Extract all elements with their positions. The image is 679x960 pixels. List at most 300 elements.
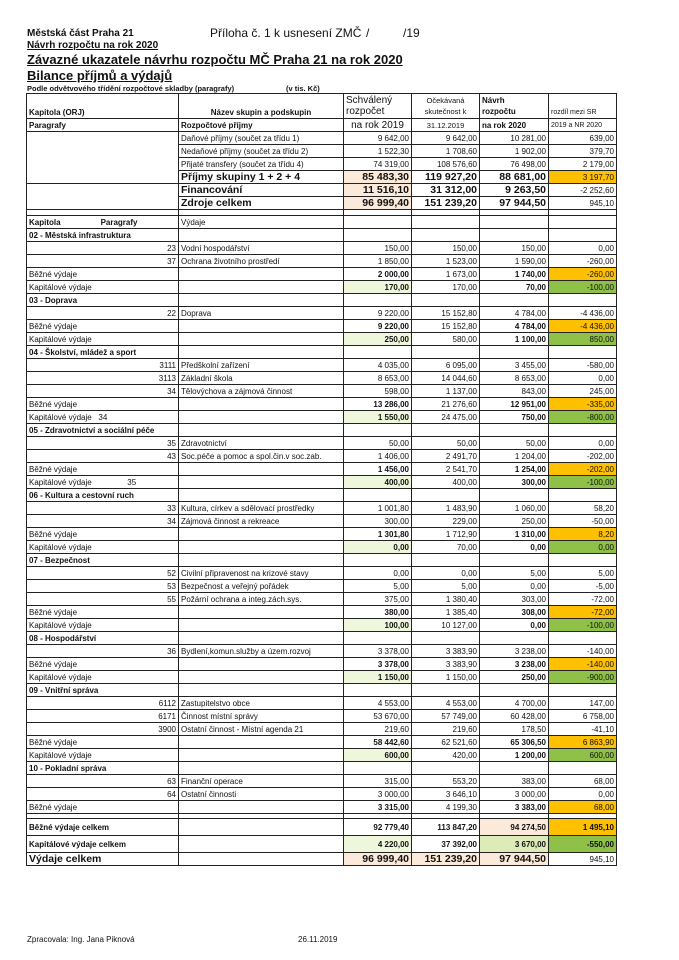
value-proposal-2020: 4 700,00 xyxy=(480,697,549,710)
value-approved-2019: 11 516,10 xyxy=(344,184,412,197)
value-expected-2019: 229,00 xyxy=(412,515,480,528)
income-total-blank-cell xyxy=(27,184,179,210)
paragraph-name: Kultura, církev a sdělovací prostředky xyxy=(179,502,344,515)
empty-cell xyxy=(179,736,344,749)
empty-cell xyxy=(480,489,549,502)
value-difference: 945,10 xyxy=(549,853,617,866)
total-row-vydaje xyxy=(27,853,617,866)
empty-cell xyxy=(549,684,617,697)
expense-header-row xyxy=(27,216,617,229)
capital-expenses-label: Kapitálové výdaje xyxy=(27,333,179,346)
unit-note: (v tis. Kč) xyxy=(286,84,320,93)
value-expected-2019: 21 276,60 xyxy=(412,398,480,411)
value-approved-2019: 300,00 xyxy=(344,515,412,528)
total-row-bezne xyxy=(27,819,617,836)
value-approved-2019: 3 378,00 xyxy=(344,658,412,671)
value-expected-2019: 50,00 xyxy=(412,437,480,450)
paragraph-name: Civilní připravenost na krizové stavy xyxy=(179,567,344,580)
empty-cell xyxy=(412,346,480,359)
paragraph-name: Soc.péče a pomoc a spol.čin.v soc.zab. xyxy=(179,450,344,463)
annex-number-year: /19 xyxy=(403,26,420,40)
header-navrh-line1: Návrh xyxy=(482,96,505,105)
value-expected-2019: 151 239,20 xyxy=(412,853,480,866)
empty-cell xyxy=(179,853,344,866)
value-expected-2019: 4 199,30 xyxy=(412,801,480,814)
current-expenses-row xyxy=(27,606,617,619)
value-proposal-2020: 4 784,00 xyxy=(480,307,549,320)
paragraph-code: 55 xyxy=(27,593,179,606)
value-difference: -260,00 xyxy=(549,268,617,281)
value-expected-2019: 119 927,20 xyxy=(412,171,480,184)
value-difference: -202,00 xyxy=(549,463,617,476)
value-expected-2019: 0,00 xyxy=(412,567,480,580)
value-proposal-2020: 9 263,50 xyxy=(480,184,549,197)
empty-cell xyxy=(412,632,480,645)
empty-cell xyxy=(344,554,412,567)
value-approved-2019: 1 406,00 xyxy=(344,450,412,463)
value-approved-2019: 4 220,00 xyxy=(344,836,412,853)
empty-cell xyxy=(344,216,412,229)
empty-cell xyxy=(549,294,617,307)
value-proposal-2020: 383,00 xyxy=(480,775,549,788)
current-expenses-row xyxy=(27,528,617,541)
value-approved-2019: 3 378,00 xyxy=(344,645,412,658)
empty-cell xyxy=(344,762,412,775)
chapter-title: 06 - Kultura a cestovní ruch xyxy=(27,489,179,502)
empty-cell xyxy=(179,463,344,476)
empty-cell xyxy=(344,346,412,359)
empty-cell xyxy=(480,684,549,697)
value-expected-2019: 1 380,40 xyxy=(412,593,480,606)
value-expected-2019: 580,00 xyxy=(412,333,480,346)
value-difference: 2 179,00 xyxy=(549,158,617,171)
chapter-title: 09 - Vnitřní správa xyxy=(27,684,179,697)
chapter-title-row xyxy=(27,346,617,359)
value-proposal-2020: 843,00 xyxy=(480,385,549,398)
value-expected-2019: 2 491,70 xyxy=(412,450,480,463)
chapter-title: 03 - Doprava xyxy=(27,294,179,307)
empty-cell xyxy=(179,684,344,697)
value-proposal-2020: 1 254,00 xyxy=(480,463,549,476)
value-expected-2019: 113 847,20 xyxy=(412,819,480,836)
value-expected-2019: 15 152,80 xyxy=(412,307,480,320)
value-proposal-2020: 12 951,00 xyxy=(480,398,549,411)
value-expected-2019: 2 541,70 xyxy=(412,463,480,476)
empty-cell xyxy=(179,541,344,554)
paragraph-name: Základní škola xyxy=(179,372,344,385)
value-difference: -4 436,00 xyxy=(549,320,617,333)
current-expenses-row xyxy=(27,268,617,281)
value-proposal-2020: 88 681,00 xyxy=(480,171,549,184)
value-difference: 639,00 xyxy=(549,132,617,145)
empty-cell xyxy=(480,762,549,775)
value-difference: 0,00 xyxy=(549,788,617,801)
capital-expenses-label: Kapitálové výdaje xyxy=(27,619,179,632)
current-expenses-label: Běžné výdaje xyxy=(27,606,179,619)
value-proposal-2020: 1 060,00 xyxy=(480,502,549,515)
empty-cell xyxy=(179,658,344,671)
value-difference: -140,00 xyxy=(549,658,617,671)
value-expected-2019: 70,00 xyxy=(412,541,480,554)
paragraph-code: 3111 xyxy=(27,359,179,372)
empty-cell xyxy=(344,294,412,307)
income-name: Daňové příjmy (součet za třídu 1) xyxy=(179,132,344,145)
empty-cell xyxy=(549,229,617,242)
empty-cell xyxy=(179,281,344,294)
value-approved-2019: 50,00 xyxy=(344,437,412,450)
document-title: Závazné ukazatele návrhu rozpočtu MČ Praha 21 na rok 2020 xyxy=(27,52,403,67)
paragraph-row xyxy=(27,255,617,268)
header-navrh-line2: rozpočtu xyxy=(482,107,516,116)
value-difference: -800,00 xyxy=(549,411,617,424)
capital-expenses-row xyxy=(27,749,617,762)
value-approved-2019: 315,00 xyxy=(344,775,412,788)
value-proposal-2020: 750,00 xyxy=(480,411,549,424)
empty-cell xyxy=(549,424,617,437)
header-ocekavana-date: 31.12.2019 xyxy=(412,119,480,132)
value-expected-2019: 24 475,00 xyxy=(412,411,480,424)
income-total-name: Financování xyxy=(179,184,344,197)
empty-cell xyxy=(179,268,344,281)
value-proposal-2020: 1 590,00 xyxy=(480,255,549,268)
capital-expenses-row xyxy=(27,671,617,684)
value-difference: 0,00 xyxy=(549,372,617,385)
value-approved-2019: 96 999,40 xyxy=(344,853,412,866)
value-proposal-2020: 94 274,50 xyxy=(480,819,549,836)
value-approved-2019: 1 301,80 xyxy=(344,528,412,541)
empty-cell xyxy=(344,489,412,502)
paragraph-code: 33 xyxy=(27,502,179,515)
value-difference: -72,00 xyxy=(549,593,617,606)
header-schvaleny xyxy=(344,94,412,119)
empty-cell xyxy=(344,229,412,242)
value-difference: -550,00 xyxy=(549,836,617,853)
paragraph-row xyxy=(27,502,617,515)
paragraph-row xyxy=(27,242,617,255)
header-nazev: Název skupin a podskupin xyxy=(179,94,344,119)
paragraph-row xyxy=(27,450,617,463)
paragraph-code: 34 xyxy=(27,385,179,398)
capital-expenses-row xyxy=(27,476,617,489)
empty-cell xyxy=(179,333,344,346)
value-difference: 0,00 xyxy=(549,242,617,255)
paragraph-name: Tělovýchova a zájmová činnost xyxy=(179,385,344,398)
capital-expenses-row xyxy=(27,333,617,346)
value-expected-2019: 31 312,00 xyxy=(412,184,480,197)
value-expected-2019: 1 673,00 xyxy=(412,268,480,281)
value-difference: 945,10 xyxy=(549,197,617,210)
empty-cell xyxy=(179,554,344,567)
chapter-title-row xyxy=(27,424,617,437)
current-expenses-label: Běžné výdaje xyxy=(27,528,179,541)
empty-cell xyxy=(480,216,549,229)
total-label: Běžné výdaje celkem xyxy=(27,819,179,836)
value-approved-2019: 219,60 xyxy=(344,723,412,736)
income-total-row xyxy=(27,184,617,197)
value-expected-2019: 1 708,60 xyxy=(412,145,480,158)
value-difference: -5,00 xyxy=(549,580,617,593)
value-approved-2019: 53 670,00 xyxy=(344,710,412,723)
value-difference: 379,70 xyxy=(549,145,617,158)
capital-expenses-row xyxy=(27,281,617,294)
current-expenses-row xyxy=(27,320,617,333)
value-proposal-2020: 3 238,00 xyxy=(480,645,549,658)
empty-cell xyxy=(412,216,480,229)
paragraph-name: Bydlení,komun.služby a územ.rozvoj xyxy=(179,645,344,658)
value-expected-2019: 150,00 xyxy=(412,242,480,255)
value-approved-2019: 170,00 xyxy=(344,281,412,294)
header-rozpoctove-prijmy: Rozpočtové příjmy xyxy=(179,119,344,132)
value-expected-2019: 5,00 xyxy=(412,580,480,593)
value-expected-2019: 6 095,00 xyxy=(412,359,480,372)
value-proposal-2020: 1 310,00 xyxy=(480,528,549,541)
header-row-2 xyxy=(27,119,617,132)
empty-cell xyxy=(412,489,480,502)
value-proposal-2020: 60 428,00 xyxy=(480,710,549,723)
paragraph-code: 3113 xyxy=(27,372,179,385)
annex-number-separator: / xyxy=(366,26,370,40)
value-approved-2019: 3 000,00 xyxy=(344,788,412,801)
value-difference: 245,00 xyxy=(549,385,617,398)
paragraph-code: 35 xyxy=(27,437,179,450)
current-expenses-row xyxy=(27,658,617,671)
empty-cell xyxy=(480,294,549,307)
value-proposal-2020: 70,00 xyxy=(480,281,549,294)
empty-cell xyxy=(179,762,344,775)
current-expenses-label: Běžné výdaje xyxy=(27,398,179,411)
empty-cell xyxy=(412,424,480,437)
paragraph-name: Činnost místní správy xyxy=(179,710,344,723)
empty-cell xyxy=(179,836,344,853)
empty-cell xyxy=(412,554,480,567)
empty-cell xyxy=(179,632,344,645)
income-name: Přijaté transfery (součet za třídu 4) xyxy=(179,158,344,171)
income-total-name: Zdroje celkem xyxy=(179,197,344,210)
paragraph-code: 52 xyxy=(27,567,179,580)
value-approved-2019: 4 035,00 xyxy=(344,359,412,372)
income-blank-cell xyxy=(27,132,179,184)
value-difference: 68,00 xyxy=(549,775,617,788)
value-difference: -140,00 xyxy=(549,645,617,658)
value-expected-2019: 9 642,00 xyxy=(412,132,480,145)
paragraph-code: 34 xyxy=(27,515,179,528)
value-approved-2019: 58 442,60 xyxy=(344,736,412,749)
value-expected-2019: 553,20 xyxy=(412,775,480,788)
empty-cell xyxy=(549,489,617,502)
value-expected-2019: 3 383,90 xyxy=(412,645,480,658)
paragraph-code: 6171 xyxy=(27,710,179,723)
value-approved-2019: 1 456,00 xyxy=(344,463,412,476)
income-row xyxy=(27,132,617,145)
value-approved-2019: 92 779,40 xyxy=(344,819,412,836)
value-expected-2019: 151 239,20 xyxy=(412,197,480,210)
value-expected-2019: 10 127,00 xyxy=(412,619,480,632)
capital-expenses-label: Kapitálové výdaje xyxy=(27,541,179,554)
value-difference: 3 197,70 xyxy=(549,171,617,184)
paragraph-name: Zájmová činnost a rekreace xyxy=(179,515,344,528)
value-expected-2019: 108 576,60 xyxy=(412,158,480,171)
paragraph-name: Doprava xyxy=(179,307,344,320)
value-proposal-2020: 3 238,00 xyxy=(480,658,549,671)
paragraph-code: 37 xyxy=(27,255,179,268)
income-total-name: Příjmy skupiny 1 + 2 + 4 xyxy=(179,171,344,184)
current-expenses-label: Běžné výdaje xyxy=(27,736,179,749)
paragraph-name: Požární ochrana a integ.zách.sys. xyxy=(179,593,344,606)
value-proposal-2020: 3 000,00 xyxy=(480,788,549,801)
empty-cell xyxy=(179,229,344,242)
value-expected-2019: 14 044,60 xyxy=(412,372,480,385)
empty-cell xyxy=(179,619,344,632)
empty-cell xyxy=(179,476,344,489)
header-paragrafy: Paragrafy xyxy=(27,119,179,132)
empty-cell xyxy=(549,216,617,229)
value-difference: -100,00 xyxy=(549,619,617,632)
chapter-title: 02 - Městská infrastruktura xyxy=(27,229,179,242)
paragraph-row xyxy=(27,385,617,398)
paragraph-name: Zdravotnictví xyxy=(179,437,344,450)
value-approved-2019: 5,00 xyxy=(344,580,412,593)
paragraph-name: Ostatní činnosti xyxy=(179,788,344,801)
paragraph-name: Finanční operace xyxy=(179,775,344,788)
value-approved-2019: 400,00 xyxy=(344,476,412,489)
value-approved-2019: 13 286,00 xyxy=(344,398,412,411)
value-difference: -580,00 xyxy=(549,359,617,372)
paragraph-row xyxy=(27,645,617,658)
value-expected-2019: 170,00 xyxy=(412,281,480,294)
value-difference: -72,00 xyxy=(549,606,617,619)
value-expected-2019: 1 523,00 xyxy=(412,255,480,268)
paragraph-code: 22 xyxy=(27,307,179,320)
empty-cell xyxy=(179,801,344,814)
value-proposal-2020: 1 740,00 xyxy=(480,268,549,281)
value-proposal-2020: 10 281,00 xyxy=(480,132,549,145)
value-approved-2019: 8 653,00 xyxy=(344,372,412,385)
value-proposal-2020: 0,00 xyxy=(480,541,549,554)
value-expected-2019: 420,00 xyxy=(412,749,480,762)
capital-expenses-row xyxy=(27,619,617,632)
value-approved-2019: 250,00 xyxy=(344,333,412,346)
budget-table xyxy=(26,93,617,866)
value-difference: 6 758,00 xyxy=(549,710,617,723)
capital-expenses-label: Kapitálové výdaje 34 xyxy=(27,411,179,424)
value-approved-2019: 0,00 xyxy=(344,567,412,580)
value-difference: -50,00 xyxy=(549,515,617,528)
paragraph-row xyxy=(27,567,617,580)
value-approved-2019: 9 220,00 xyxy=(344,307,412,320)
paragraph-code: 63 xyxy=(27,775,179,788)
classification-note: Podle odvětvového třídění rozpočtové skladby (paragrafy) xyxy=(27,84,235,93)
value-difference: 0,00 xyxy=(549,437,617,450)
current-expenses-row xyxy=(27,736,617,749)
value-proposal-2020: 1 100,00 xyxy=(480,333,549,346)
value-approved-2019: 1 550,00 xyxy=(344,411,412,424)
capital-expenses-label: Kapitálové výdaje xyxy=(27,671,179,684)
chapter-title-row xyxy=(27,294,617,307)
total-label: Výdaje celkem xyxy=(27,853,179,866)
paragraph-name: Ostatní činnost - Místní agenda 21 xyxy=(179,723,344,736)
value-proposal-2020: 50,00 xyxy=(480,437,549,450)
value-approved-2019: 598,00 xyxy=(344,385,412,398)
value-proposal-2020: 76 498,00 xyxy=(480,158,549,171)
paragraph-code: 23 xyxy=(27,242,179,255)
empty-cell xyxy=(480,346,549,359)
paragraph-name: Bezpečnost a veřejný pořádek xyxy=(179,580,344,593)
value-proposal-2020: 1 902,00 xyxy=(480,145,549,158)
value-proposal-2020: 97 944,50 xyxy=(480,197,549,210)
value-difference: 6 863,90 xyxy=(549,736,617,749)
value-expected-2019: 400,00 xyxy=(412,476,480,489)
value-proposal-2020: 1 204,00 xyxy=(480,450,549,463)
value-approved-2019: 9 220,00 xyxy=(344,320,412,333)
value-difference: 5,00 xyxy=(549,567,617,580)
empty-cell xyxy=(480,632,549,645)
chapter-title: 05 - Zdravotnictví a sociální péče xyxy=(27,424,179,437)
capital-expenses-label: Kapitálové výdaje 35 xyxy=(27,476,179,489)
value-proposal-2020: 8 653,00 xyxy=(480,372,549,385)
header-kapitola: Kapitola (ORJ) xyxy=(27,94,179,119)
chapter-title: 04 - Školství, mládež a sport xyxy=(27,346,179,359)
value-approved-2019: 9 642,00 xyxy=(344,132,412,145)
header-ocekavana-line2: skutečnost k xyxy=(424,107,467,116)
expense-header-kapitola xyxy=(27,216,179,229)
total-row-kapitalove xyxy=(27,836,617,853)
paragraph-code: 43 xyxy=(27,450,179,463)
header-ocekavana xyxy=(412,94,480,119)
paragraph-code: 36 xyxy=(27,645,179,658)
value-approved-2019: 1 522,30 xyxy=(344,145,412,158)
chapter-title-row xyxy=(27,632,617,645)
value-approved-2019: 3 315,00 xyxy=(344,801,412,814)
value-difference: -100,00 xyxy=(549,476,617,489)
header-schvaleny-year: na rok 2019 xyxy=(344,119,412,132)
value-approved-2019: 100,00 xyxy=(344,619,412,632)
value-difference: -900,00 xyxy=(549,671,617,684)
value-expected-2019: 4 553,00 xyxy=(412,697,480,710)
current-expenses-label: Běžné výdaje xyxy=(27,320,179,333)
empty-cell xyxy=(480,424,549,437)
income-name: Nedaňové příjmy (součet za třídu 2) xyxy=(179,145,344,158)
empty-cell xyxy=(480,554,549,567)
value-difference: 68,00 xyxy=(549,801,617,814)
value-proposal-2020: 0,00 xyxy=(480,580,549,593)
paragraph-code: 3900 xyxy=(27,723,179,736)
capital-expenses-row xyxy=(27,541,617,554)
empty-cell xyxy=(412,229,480,242)
empty-cell xyxy=(179,320,344,333)
empty-cell xyxy=(549,346,617,359)
empty-cell xyxy=(179,528,344,541)
value-approved-2019: 600,00 xyxy=(344,749,412,762)
chapter-title-row xyxy=(27,684,617,697)
capital-expenses-row xyxy=(27,411,617,424)
organization-name: Městská část Praha 21 xyxy=(27,28,134,39)
current-expenses-label: Běžné výdaje xyxy=(27,463,179,476)
current-expenses-label: Běžné výdaje xyxy=(27,801,179,814)
annex-label: Příloha č. 1 k usnesení ZMČ xyxy=(210,26,362,40)
empty-cell xyxy=(179,346,344,359)
value-proposal-2020: 250,00 xyxy=(480,671,549,684)
value-approved-2019: 0,00 xyxy=(344,541,412,554)
empty-cell xyxy=(179,411,344,424)
value-difference: 0,00 xyxy=(549,541,617,554)
empty-cell xyxy=(344,632,412,645)
value-approved-2019: 1 850,00 xyxy=(344,255,412,268)
paragraph-row xyxy=(27,307,617,320)
paragraph-name: Ochrana životního prostředí xyxy=(179,255,344,268)
value-difference: 850,00 xyxy=(549,333,617,346)
paragraph-row xyxy=(27,775,617,788)
value-expected-2019: 1 483,90 xyxy=(412,502,480,515)
